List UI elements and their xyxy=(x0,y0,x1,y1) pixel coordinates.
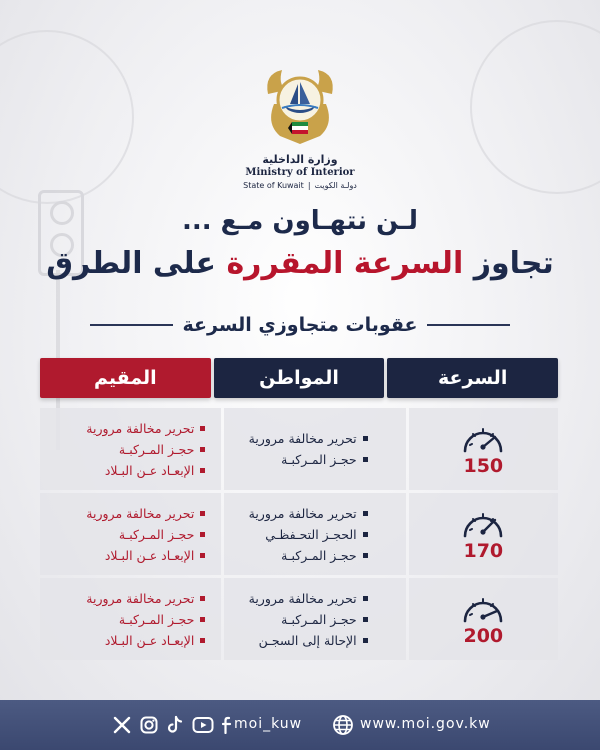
table-header-row xyxy=(40,358,558,398)
ministry-name-arabic: وزارة الداخلية xyxy=(262,153,338,166)
headline-speed-limit: السرعة المقررة xyxy=(226,246,464,281)
social-handle[interactable]: moi_kuw xyxy=(234,716,303,732)
list-item: حجـز المـركبـة xyxy=(240,545,389,566)
speedometer-icon xyxy=(461,591,505,625)
list-item: حجـز المـركبـة xyxy=(56,609,205,630)
headline-on-roads: على الطرق xyxy=(46,246,217,281)
table-row xyxy=(40,578,558,660)
speedometer-icon xyxy=(461,506,505,540)
penalties-table xyxy=(40,358,558,660)
headline-word-exceed: تجاوز xyxy=(473,246,554,281)
subtitle: عقوبات متجاوزي السرعة xyxy=(182,314,418,336)
list-item: الإبعـاد عـن البـلاد xyxy=(56,460,205,481)
state-name-arabic: دولـة الكويت xyxy=(314,181,357,190)
speedometer-icon xyxy=(461,421,505,455)
facebook-icon[interactable] xyxy=(222,716,232,734)
list-item: تحرير مخالفة مرورية xyxy=(240,428,389,449)
list-item: الحجـز التحـفظـي xyxy=(240,524,389,545)
resident-penalties-cell xyxy=(40,408,221,490)
list-item: حجـز المـركبـة xyxy=(240,609,389,630)
website-link[interactable]: www.moi.gov.kw xyxy=(360,716,491,732)
headline-line-2 xyxy=(0,246,600,281)
kuwait-emblem-logo xyxy=(260,64,340,148)
subtitle-bar xyxy=(90,310,510,340)
headline-line-1: لـن نتهـاون مـع ... xyxy=(181,206,419,236)
speed-value: 170 xyxy=(463,540,504,562)
speed-value: 200 xyxy=(463,625,504,647)
table-row xyxy=(40,493,558,575)
state-separator: | xyxy=(307,181,311,190)
x-icon[interactable] xyxy=(113,716,131,734)
column-header-resident: المقيم xyxy=(40,358,211,398)
instagram-icon[interactable] xyxy=(140,716,158,734)
list-item: الإبعـاد عـن البـلاد xyxy=(56,545,205,566)
list-item: تحرير مخالفة مرورية xyxy=(56,418,205,439)
list-item: حجـز المـركبـة xyxy=(56,439,205,460)
list-item: حجـز المـركبـة xyxy=(240,449,389,470)
list-item: تحرير مخالفة مرورية xyxy=(240,588,389,609)
list-item: الإحالة إلى السجـن xyxy=(240,630,389,651)
state-name-english: State of Kuwait xyxy=(243,181,304,190)
citizen-penalties-cell xyxy=(224,578,405,660)
list-item: تحرير مخالفة مرورية xyxy=(56,588,205,609)
citizen-penalties-cell xyxy=(224,408,405,490)
speed-cell xyxy=(409,408,558,490)
speed-cell xyxy=(409,578,558,660)
ministry-name-english: Ministry of Interior xyxy=(245,167,355,178)
list-item: حجـز المـركبـة xyxy=(56,524,205,545)
youtube-icon[interactable] xyxy=(192,716,214,734)
globe-icon xyxy=(332,714,354,736)
resident-penalties-cell xyxy=(40,493,221,575)
tiktok-icon[interactable] xyxy=(166,715,184,735)
speed-cell xyxy=(409,493,558,575)
column-header-citizen: المواطن xyxy=(214,358,385,398)
table-row xyxy=(40,408,558,490)
list-item: تحرير مخالفة مرورية xyxy=(56,503,205,524)
footer-bar xyxy=(0,700,600,750)
citizen-penalties-cell xyxy=(224,493,405,575)
list-item: الإبعـاد عـن البـلاد xyxy=(56,630,205,651)
state-line xyxy=(0,181,600,190)
column-header-speed: السرعة xyxy=(387,358,558,398)
list-item: تحرير مخالفة مرورية xyxy=(240,503,389,524)
subtitle-divider-left xyxy=(90,324,173,326)
speed-value: 150 xyxy=(463,455,504,477)
subtitle-divider-right xyxy=(427,324,510,326)
resident-penalties-cell xyxy=(40,578,221,660)
